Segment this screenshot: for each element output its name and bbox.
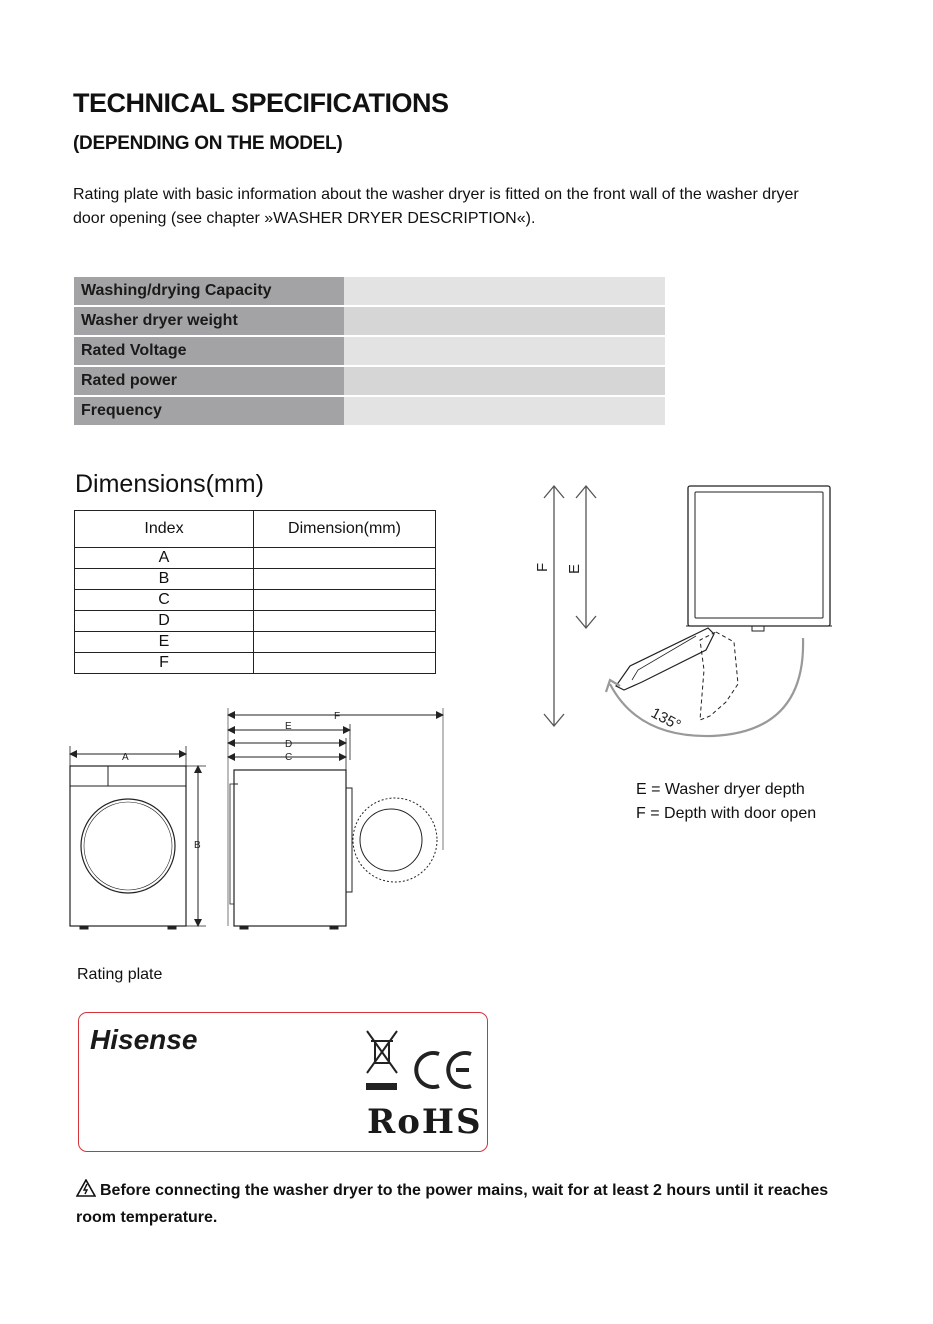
warning-text: Before connecting the washer dryer to the power mains, wait for at least 2 hours until it reaches room temperature. bbox=[76, 1182, 829, 1226]
dimension-value bbox=[254, 590, 436, 611]
spec-row bbox=[74, 277, 665, 306]
label-e: E bbox=[285, 721, 292, 732]
label-f-vertical: F bbox=[534, 562, 551, 572]
spec-label: Frequency bbox=[74, 396, 344, 426]
dimension-value bbox=[254, 632, 436, 653]
spec-value bbox=[344, 306, 665, 336]
door-open-top-view bbox=[520, 470, 850, 770]
dimension-column-header: Dimension(mm) bbox=[254, 511, 436, 548]
front-view bbox=[70, 746, 206, 929]
dimension-index: D bbox=[75, 611, 254, 632]
spec-label: Washing/drying Capacity bbox=[74, 277, 344, 306]
label-c: C bbox=[285, 752, 293, 763]
spec-row bbox=[74, 366, 665, 396]
rating-plate-label: Rating plate bbox=[77, 966, 163, 983]
index-column-header: Index bbox=[75, 511, 254, 548]
side-view bbox=[228, 708, 443, 929]
spec-row bbox=[74, 306, 665, 336]
table-row bbox=[75, 590, 436, 611]
dimension-value bbox=[254, 653, 436, 674]
page-title: TECHNICAL SPECIFICATIONS bbox=[73, 88, 449, 118]
legend-e: E = Washer dryer depth bbox=[636, 781, 805, 798]
label-b: B bbox=[194, 840, 201, 851]
warning-note bbox=[76, 1178, 856, 1230]
table-row bbox=[75, 569, 436, 590]
hisense-logo: Hisense bbox=[90, 1024, 198, 1055]
dimensions-heading: Dimensions(mm) bbox=[75, 470, 264, 498]
table-row bbox=[75, 632, 436, 653]
diagram-legend bbox=[636, 778, 816, 826]
dimension-value bbox=[254, 611, 436, 632]
label-d: D bbox=[285, 739, 293, 750]
label-f: F bbox=[334, 711, 341, 722]
rating-plate bbox=[78, 1012, 488, 1152]
intro-paragraph: Rating plate with basic information about the washer dryer is fitted on the front wall of the washer dryer door opening (see chapter »WASHER DRYER DESCRIPTION«). bbox=[73, 186, 799, 227]
warning-triangle-icon bbox=[76, 1179, 96, 1205]
spec-row bbox=[74, 396, 665, 426]
washer-body-top bbox=[686, 486, 832, 631]
ce-mark-icon bbox=[416, 1053, 471, 1087]
spec-table bbox=[74, 277, 665, 427]
weee-bin-icon bbox=[366, 1031, 397, 1090]
depth-f-arrow bbox=[544, 486, 564, 726]
dimension-index: B bbox=[75, 569, 254, 590]
spec-row bbox=[74, 336, 665, 366]
dimension-index: E bbox=[75, 632, 254, 653]
dimension-index: C bbox=[75, 590, 254, 611]
dimension-value bbox=[254, 569, 436, 590]
spec-value bbox=[344, 366, 665, 396]
dimension-index: A bbox=[75, 548, 254, 569]
table-row bbox=[75, 653, 436, 674]
dimension-index: F bbox=[75, 653, 254, 674]
dimension-value bbox=[254, 548, 436, 569]
spec-label: Rated Voltage bbox=[74, 336, 344, 366]
rohs-logo: RoHS bbox=[367, 1102, 483, 1142]
page-subtitle: (DEPENDING ON THE MODEL) bbox=[73, 133, 343, 154]
spec-label: Rated power bbox=[74, 366, 344, 396]
legend-f: F = Depth with door open bbox=[636, 805, 817, 822]
label-e-vertical: E bbox=[566, 563, 583, 574]
dimensions-table bbox=[74, 510, 436, 674]
washer-dimension-drawing bbox=[60, 700, 460, 940]
rating-plate-graphics bbox=[79, 1013, 487, 1151]
depth-e-arrow bbox=[576, 486, 596, 628]
open-door bbox=[616, 628, 738, 720]
label-a: A bbox=[122, 752, 129, 763]
table-row bbox=[75, 548, 436, 569]
spec-value bbox=[344, 277, 665, 306]
angle-label: 135° bbox=[648, 704, 684, 735]
spec-value bbox=[344, 396, 665, 426]
table-row bbox=[75, 611, 436, 632]
dimensions-header-row bbox=[75, 511, 436, 548]
spec-value bbox=[344, 336, 665, 366]
spec-label: Washer dryer weight bbox=[74, 306, 344, 336]
